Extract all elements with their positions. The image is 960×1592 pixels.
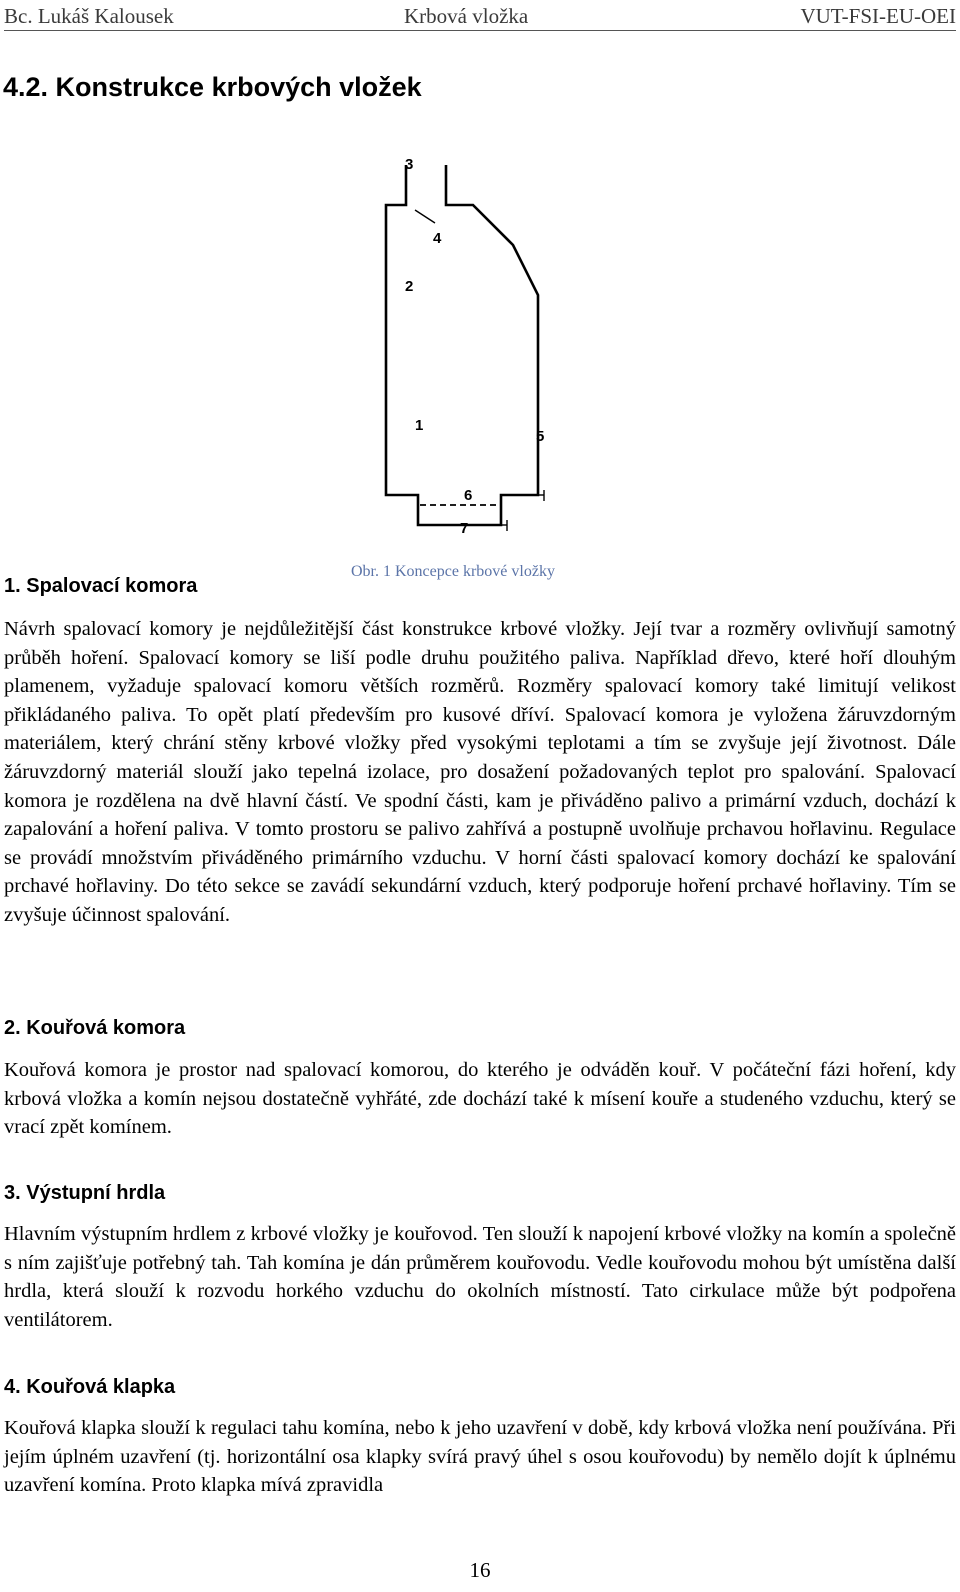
label-2: 2 bbox=[405, 278, 414, 295]
section-text-combustion-chamber: Návrh spalovací komory je nejdůležitější část konstrukce krbové vložky. Její tvar a rozměry ovlivňují samotný průběh hoření. Spalovací komory se liší podle druhu použitého paliva. Například dřevo, které hoří dlouhým plamenem, vyžaduje spalovací komoru větších rozměrů. Rozměry spalovací komory také limitují velikost přikládaného paliva. To opět platí především pro kusové dříví. Spalovací komora je vyložena žáruvzdorným materiálem, který chrání stěny krbové vložky před vysokými teplotami a tím se zvyšuje její životnost. Dále žáruvzdorný materiál slouží jako tepelná izolace, pro dosažení požadovaných teplot pro spalování. Spalovací komora je rozdělena na dvě hlavní částí. Ve spodní části, kam je přiváděno palivo a primární vzduch, dochází k zapalování a hoření paliva. V tomto prostoru se palivo zahřívá a postupně uvolňuje prchavou hořlavinu. Regulace se provádí množstvím přiváděného primárního vzduchu. V horní části spalovací komory dochází ke spalování prchavé hořlaviny. Do této sekce se zavádí sekundární vzduch, který podporuje hoření prchavé hořlaviny. Tím se zvyšuje účinnost spalování. bbox=[4, 618, 956, 926]
figure-caption: Obr. 1 Koncepce krbové vložky bbox=[351, 563, 555, 580]
damper-leader-line bbox=[415, 210, 435, 223]
header-institute: VUT-FSI-EU-OEI bbox=[800, 4, 956, 28]
page-number: 16 bbox=[469, 1558, 491, 1582]
header-divider bbox=[4, 30, 956, 31]
header-topic: Krbová vložka bbox=[404, 4, 529, 28]
section-text-smoke-damper: Kouřová klapka slouží k regulaci tahu komína, nebo k jeho uzavření v době, kdy krbová vložka není používána. Při jejím úplném uzavření (tj. horizontální osa klapky svírá pravý úhel s osou kouřovodu) by nemělo dojít k úplnému uzavření komína. Proto klapka mívá zpravidla bbox=[4, 1417, 956, 1497]
section-text-smoke-chamber: Kouřová komora je prostor nad spalovací komorou, do kterého je odváděn kouř. V počáteční fázi hoření, kdy krbová vložka a komín nejsou dostatečně vyhřáté, zde dochází také k mísení kouře a studeného vzduchu, který se vrací zpět komínem. bbox=[4, 1059, 956, 1139]
label-5: 5 bbox=[536, 428, 545, 445]
header-author: Bc. Lukáš Kalousek bbox=[4, 4, 174, 28]
section-title-outlet-necks: 3. Výstupní hrdla bbox=[4, 1182, 166, 1204]
label-3: 3 bbox=[405, 156, 414, 173]
page-header bbox=[4, 4, 956, 28]
fireplace-insert-diagram bbox=[378, 145, 578, 555]
section-title-smoke-chamber: 2. Kouřová komora bbox=[4, 1017, 186, 1039]
label-4: 4 bbox=[433, 230, 442, 247]
chamber-outline bbox=[386, 203, 538, 525]
section-title-combustion-chamber: 1. Spalovací komora bbox=[4, 575, 198, 597]
section-text-outlet-necks: Hlavním výstupním hrdlem z krbové vložky je kouřovod. Ten slouží k napojení krbové vložky na komín a společně s ním zajišťuje potřebný tah. Tah komína je dán průměrem kouřovodu. Vedle kouřovodu mohou být umístěna další hrdla, která slouží k rozvodu horkého vzduchu do okolních místností. Tato cirkulace může být podpořena ventilátorem. bbox=[4, 1223, 956, 1331]
label-1: 1 bbox=[415, 417, 424, 434]
section-title-smoke-damper: 4. Kouřová klapka bbox=[4, 1376, 176, 1398]
label-6: 6 bbox=[464, 487, 473, 504]
chapter-title: 4.2. Konstrukce krbových vložek bbox=[3, 72, 422, 102]
label-7: 7 bbox=[460, 520, 469, 537]
